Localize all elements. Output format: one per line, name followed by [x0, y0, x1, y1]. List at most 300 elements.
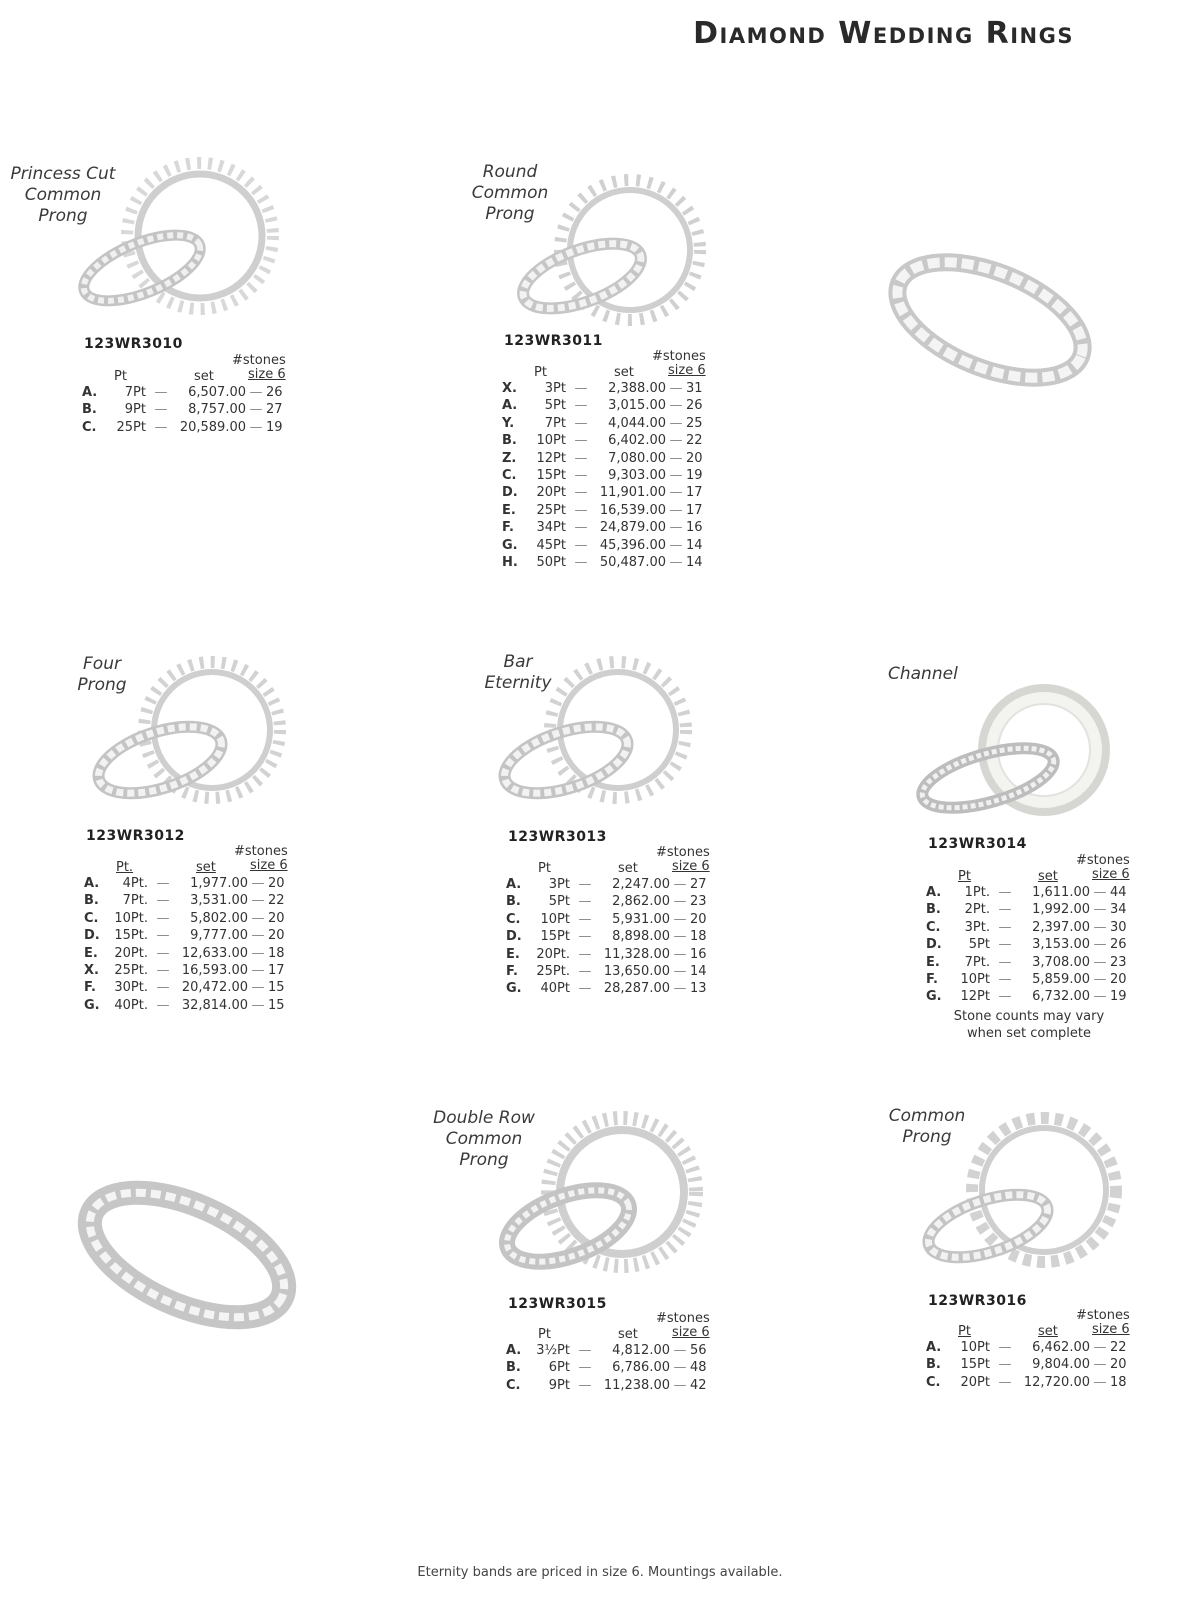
row-points: 45Pt: [536, 537, 566, 553]
row-dash: —: [1093, 885, 1107, 900]
row-letter: E.: [84, 945, 98, 961]
price-row: [502, 537, 708, 554]
row-stones: 27: [266, 402, 283, 418]
price-rows: [926, 884, 1132, 1006]
column-header-pt: Pt: [958, 1324, 971, 1339]
row-dash: —: [156, 945, 170, 961]
price-row: [506, 911, 712, 928]
ring-image-3015: [496, 1108, 706, 1288]
row-price: 3,153.00: [1032, 937, 1090, 953]
row-dash: —: [998, 972, 1012, 988]
product-code: 123WR3012: [86, 828, 185, 844]
row-dash: —: [673, 946, 687, 962]
row-dash: —: [578, 929, 592, 945]
row-dash: —: [154, 402, 168, 418]
row-dash: —: [574, 468, 588, 484]
row-price: 6,732.00: [1032, 989, 1090, 1005]
column-header-size: size 6: [672, 859, 710, 874]
ring-image-3011: [510, 168, 720, 338]
column-header-size: size 6: [248, 367, 286, 382]
row-points: 5Pt: [548, 894, 570, 910]
row-points: 20Pt: [536, 485, 566, 501]
ring-image-3014: [912, 680, 1122, 830]
row-stones: 14: [690, 964, 707, 980]
row-stones: 20: [268, 910, 285, 926]
row-dash: —: [669, 485, 683, 501]
row-letter: X.: [84, 963, 99, 979]
row-letter: B.: [82, 402, 97, 418]
product-code: 123WR3010: [84, 336, 183, 352]
row-price: 32,814.00: [181, 997, 248, 1013]
row-points: 12Pt: [536, 450, 566, 466]
row-dash: —: [154, 385, 168, 400]
row-dash: —: [578, 964, 592, 980]
row-dash: —: [251, 963, 265, 979]
product-code: 123WR3015: [508, 1296, 607, 1312]
row-stones: 18: [690, 929, 707, 945]
row-dash: —: [1093, 1374, 1107, 1390]
row-letter: C.: [926, 919, 941, 935]
column-header-stones: #stones: [1076, 853, 1130, 868]
price-row: [84, 997, 290, 1014]
row-stones: 27: [690, 877, 707, 892]
price-row: [506, 893, 712, 910]
row-points: 1Pt.: [964, 885, 990, 900]
row-dash: —: [1093, 919, 1107, 935]
price-row: [502, 467, 708, 484]
row-dash: —: [156, 910, 170, 926]
row-letter: G.: [502, 537, 518, 553]
row-dash: —: [251, 876, 265, 891]
price-table-3016: [926, 1309, 1132, 1391]
product-code: 123WR3014: [928, 836, 1027, 852]
row-price: 8,898.00: [612, 929, 670, 945]
row-dash: —: [574, 485, 588, 501]
price-row: [502, 397, 708, 414]
row-points: 3½Pt: [536, 1343, 570, 1358]
column-header-set: set: [618, 1327, 638, 1342]
row-points: 10Pt: [960, 972, 990, 988]
price-row: [926, 954, 1132, 971]
row-price: 24,879.00: [599, 520, 666, 536]
column-header-stones: #stones: [652, 349, 706, 364]
row-price: 12,633.00: [181, 945, 248, 961]
row-stones: 14: [686, 555, 703, 571]
row-stones: 26: [686, 398, 703, 414]
row-dash: —: [673, 1360, 687, 1376]
price-row: [926, 1374, 1132, 1391]
price-row: [506, 1342, 712, 1359]
row-stones: 15: [268, 997, 285, 1013]
row-points: 15Pt: [960, 1357, 990, 1373]
row-stones: 56: [690, 1343, 707, 1358]
row-letter: C.: [502, 468, 517, 484]
row-points: 20Pt.: [536, 946, 570, 962]
column-header-stones: #stones: [234, 844, 288, 859]
row-price: 2,397.00: [1032, 919, 1090, 935]
row-letter: D.: [84, 928, 100, 944]
price-rows: [926, 1339, 1132, 1391]
price-row: [84, 962, 290, 979]
row-stones: 13: [690, 981, 707, 997]
row-dash: —: [249, 419, 263, 435]
row-dash: —: [998, 902, 1012, 918]
row-dash: —: [1093, 1357, 1107, 1373]
column-header-stones: #stones: [232, 353, 286, 368]
price-row: [506, 1377, 712, 1394]
row-letter: B.: [926, 902, 941, 918]
price-rows: [84, 875, 290, 1014]
row-dash: —: [574, 537, 588, 553]
row-letter: C.: [926, 1374, 941, 1390]
row-letter: E.: [926, 954, 940, 970]
row-price: 3,708.00: [1032, 954, 1090, 970]
row-dash: —: [578, 877, 592, 892]
row-dash: —: [156, 876, 170, 891]
row-price: 5,859.00: [1032, 972, 1090, 988]
row-stones: 19: [1110, 989, 1127, 1005]
row-letter: A.: [506, 877, 522, 892]
row-stones: 15: [268, 980, 285, 996]
style-label-round: Round Common Prong: [471, 162, 549, 224]
row-points: 5Pt: [544, 398, 566, 414]
price-row: [84, 979, 290, 996]
row-letter: D.: [502, 485, 518, 501]
row-price: 9,303.00: [608, 468, 666, 484]
row-dash: —: [578, 1343, 592, 1358]
row-price: 6,402.00: [608, 433, 666, 449]
row-stones: 20: [1110, 972, 1127, 988]
row-letter: F.: [506, 964, 518, 980]
price-rows: [502, 380, 708, 571]
row-letter: G.: [506, 981, 522, 997]
row-dash: —: [156, 963, 170, 979]
row-points: 10Pt.: [114, 910, 148, 926]
price-row: [506, 963, 712, 980]
row-dash: —: [251, 945, 265, 961]
row-stones: 18: [268, 945, 285, 961]
column-header-set: set: [618, 861, 638, 876]
row-stones: 26: [1110, 937, 1127, 953]
row-dash: —: [998, 1357, 1012, 1373]
price-row: [926, 1356, 1132, 1373]
row-stones: 18: [1110, 1374, 1127, 1390]
row-dash: —: [578, 1377, 592, 1393]
row-price: 2,388.00: [608, 381, 666, 396]
row-price: 16,539.00: [599, 502, 666, 518]
price-rows: [506, 876, 712, 998]
product-code: 123WR3013: [508, 829, 607, 845]
row-dash: —: [998, 937, 1012, 953]
row-stones: 16: [686, 520, 703, 536]
column-header-size: size 6: [668, 363, 706, 378]
row-letter: A.: [82, 385, 98, 400]
row-dash: —: [669, 398, 683, 414]
row-dash: —: [574, 520, 588, 536]
row-stones: 34: [1110, 902, 1127, 918]
row-points: 6Pt: [548, 1360, 570, 1376]
price-table-3012: [84, 845, 290, 1014]
row-price: 6,786.00: [612, 1360, 670, 1376]
row-points: 2Pt.: [964, 902, 990, 918]
ring-image-3013: [494, 650, 704, 820]
column-header-stones: #stones: [1076, 1308, 1130, 1323]
price-table-3015: [506, 1312, 712, 1394]
row-stones: 44: [1110, 885, 1127, 900]
row-letter: C.: [82, 419, 97, 435]
column-header-stones: #stones: [656, 1311, 710, 1326]
row-dash: —: [249, 402, 263, 418]
row-points: 15Pt: [536, 468, 566, 484]
row-letter: H.: [502, 555, 518, 571]
row-stones: 19: [266, 419, 283, 435]
row-dash: —: [156, 893, 170, 909]
row-points: 25Pt: [536, 502, 566, 518]
row-stones: 25: [686, 415, 703, 431]
style-label-princess: Princess Cut Common Prong: [10, 164, 116, 226]
price-row: [502, 502, 708, 519]
row-price: 11,328.00: [603, 946, 670, 962]
ring-image-3010: [70, 150, 290, 330]
row-price: 9,777.00: [190, 928, 248, 944]
row-price: 1,977.00: [190, 876, 248, 891]
price-row: [502, 415, 708, 432]
column-header-size: size 6: [250, 858, 288, 873]
row-dash: —: [669, 537, 683, 553]
row-points: 9Pt: [548, 1377, 570, 1393]
row-price: 12,720.00: [1023, 1374, 1090, 1390]
row-points: 3Pt.: [964, 919, 990, 935]
row-letter: X.: [502, 381, 517, 396]
row-points: 15Pt.: [114, 928, 148, 944]
row-price: 11,238.00: [603, 1377, 670, 1393]
row-points: 7Pt: [124, 385, 146, 400]
ring-image-featured-round: [880, 230, 1100, 410]
row-dash: —: [251, 910, 265, 926]
row-letter: C.: [84, 910, 99, 926]
row-stones: 22: [268, 893, 285, 909]
row-dash: —: [578, 911, 592, 927]
row-points: 5Pt: [968, 937, 990, 953]
price-row: [926, 919, 1132, 936]
row-price: 16,593.00: [181, 963, 248, 979]
row-dash: —: [574, 415, 588, 431]
row-letter: C.: [506, 911, 521, 927]
row-dash: —: [249, 385, 263, 400]
price-table-3014: [926, 854, 1132, 1042]
row-letter: E.: [502, 502, 516, 518]
row-letter: F.: [926, 972, 938, 988]
row-dash: —: [998, 919, 1012, 935]
row-stones: 17: [268, 963, 285, 979]
row-dash: —: [673, 877, 687, 892]
price-row: [926, 936, 1132, 953]
row-dash: —: [251, 980, 265, 996]
row-points: 12Pt: [960, 989, 990, 1005]
column-header-pt: Pt: [114, 369, 127, 384]
row-dash: —: [1093, 989, 1107, 1005]
row-points: 15Pt: [540, 929, 570, 945]
row-letter: F.: [84, 980, 96, 996]
row-dash: —: [669, 502, 683, 518]
row-price: 1,992.00: [1032, 902, 1090, 918]
price-row: [926, 901, 1132, 918]
price-row: [926, 884, 1132, 901]
row-letter: A.: [926, 885, 942, 900]
row-points: 40Pt.: [114, 997, 148, 1013]
product-code: 123WR3016: [928, 1293, 1027, 1309]
price-row: [82, 419, 288, 436]
price-row: [926, 988, 1132, 1005]
row-points: 34Pt: [536, 520, 566, 536]
style-label-channel: Channel: [888, 664, 958, 684]
column-header-size: size 6: [672, 1325, 710, 1340]
row-letter: A.: [84, 876, 100, 891]
row-letter: C.: [506, 1377, 521, 1393]
row-letter: D.: [506, 929, 522, 945]
row-price: 20,589.00: [179, 419, 246, 435]
row-points: 3Pt: [548, 877, 570, 892]
row-points: 10Pt: [540, 911, 570, 927]
style-label-double-row: Double Row Common Prong: [433, 1108, 535, 1170]
row-stones: 20: [268, 876, 285, 891]
row-price: 8,757.00: [188, 402, 246, 418]
row-price: 50,487.00: [599, 555, 666, 571]
row-points: 10Pt: [960, 1340, 990, 1355]
row-dash: —: [1093, 972, 1107, 988]
row-dash: —: [673, 911, 687, 927]
row-letter: B.: [926, 1357, 941, 1373]
row-stones: 17: [686, 502, 703, 518]
row-dash: —: [1093, 954, 1107, 970]
row-stones: 22: [1110, 1340, 1127, 1355]
row-dash: —: [574, 433, 588, 449]
row-dash: —: [998, 989, 1012, 1005]
row-dash: —: [998, 954, 1012, 970]
row-dash: —: [156, 980, 170, 996]
price-row: [82, 384, 288, 401]
price-row: [926, 1339, 1132, 1356]
row-letter: F.: [502, 520, 514, 536]
row-dash: —: [673, 981, 687, 997]
row-dash: —: [578, 946, 592, 962]
row-dash: —: [1093, 1340, 1107, 1355]
row-price: 1,611.00: [1032, 885, 1090, 900]
price-row: [84, 945, 290, 962]
row-price: 13,650.00: [603, 964, 670, 980]
footer-note: Eternity bands are priced in size 6. Mountings available.: [417, 1565, 783, 1580]
row-dash: —: [673, 964, 687, 980]
row-stones: 20: [268, 928, 285, 944]
price-row: [502, 450, 708, 467]
row-dash: —: [251, 893, 265, 909]
row-dash: —: [669, 433, 683, 449]
product-code: 123WR3011: [504, 333, 603, 349]
column-header-set: set: [1038, 1324, 1058, 1339]
row-dash: —: [998, 1374, 1012, 1390]
row-letter: A.: [506, 1343, 522, 1358]
row-dash: —: [1093, 937, 1107, 953]
row-stones: 30: [1110, 919, 1127, 935]
row-price: 4,044.00: [608, 415, 666, 431]
price-row: [926, 971, 1132, 988]
price-table-3013: [506, 846, 712, 998]
row-dash: —: [673, 929, 687, 945]
row-points: 50Pt: [536, 555, 566, 571]
row-stones: 23: [1110, 954, 1127, 970]
row-dash: —: [578, 894, 592, 910]
row-stones: 31: [686, 381, 703, 396]
row-price: 20,472.00: [181, 980, 248, 996]
row-letter: B.: [506, 894, 521, 910]
ring-image-featured-double-row: [72, 1160, 302, 1350]
row-price: 4,812.00: [612, 1343, 670, 1358]
row-letter: B.: [84, 893, 99, 909]
row-letter: Y.: [502, 415, 515, 431]
price-row: [502, 432, 708, 449]
row-points: 40Pt: [540, 981, 570, 997]
row-points: 7Pt: [544, 415, 566, 431]
row-dash: —: [673, 894, 687, 910]
row-dash: —: [574, 502, 588, 518]
row-dash: —: [669, 468, 683, 484]
row-price: 3,015.00: [608, 398, 666, 414]
row-price: 6,507.00: [188, 385, 246, 400]
column-header-pt: Pt.: [116, 860, 134, 875]
row-dash: —: [1093, 902, 1107, 918]
row-points: 25Pt.: [114, 963, 148, 979]
row-price: 28,287.00: [603, 981, 670, 997]
column-header-set: set: [1038, 869, 1058, 884]
row-points: 20Pt.: [114, 945, 148, 961]
row-stones: 20: [690, 911, 707, 927]
row-letter: B.: [502, 433, 517, 449]
row-price: 9,804.00: [1032, 1357, 1090, 1373]
row-dash: —: [578, 981, 592, 997]
column-header-pt: Pt: [538, 1327, 551, 1342]
row-dash: —: [673, 1343, 687, 1358]
row-dash: —: [669, 415, 683, 431]
price-row: [502, 484, 708, 501]
row-letter: G.: [84, 997, 100, 1013]
row-stones: 22: [686, 433, 703, 449]
ring-image-3016: [916, 1108, 1126, 1288]
row-letter: A.: [926, 1340, 942, 1355]
row-points: 25Pt: [116, 419, 146, 435]
row-letter: A.: [502, 398, 518, 414]
column-header-set: set: [614, 365, 634, 380]
row-points: 4Pt.: [122, 876, 148, 891]
style-label-four-prong: Four Prong: [77, 654, 127, 695]
row-stones: 26: [266, 385, 283, 400]
row-stones: 16: [690, 946, 707, 962]
style-label-bar-eternity: Bar Eternity: [484, 652, 552, 693]
row-dash: —: [251, 928, 265, 944]
row-stones: 14: [686, 537, 703, 553]
row-price: 11,901.00: [599, 485, 666, 501]
row-points: 20Pt: [960, 1374, 990, 1390]
row-points: 7Pt.: [964, 954, 990, 970]
price-row: [506, 1359, 712, 1376]
column-header-pt: Pt: [538, 861, 551, 876]
price-row: [506, 928, 712, 945]
price-row: [84, 892, 290, 909]
row-points: 3Pt: [544, 381, 566, 396]
price-row: [82, 401, 288, 418]
price-row: [84, 910, 290, 927]
price-row: [506, 980, 712, 997]
row-points: 30Pt.: [114, 980, 148, 996]
